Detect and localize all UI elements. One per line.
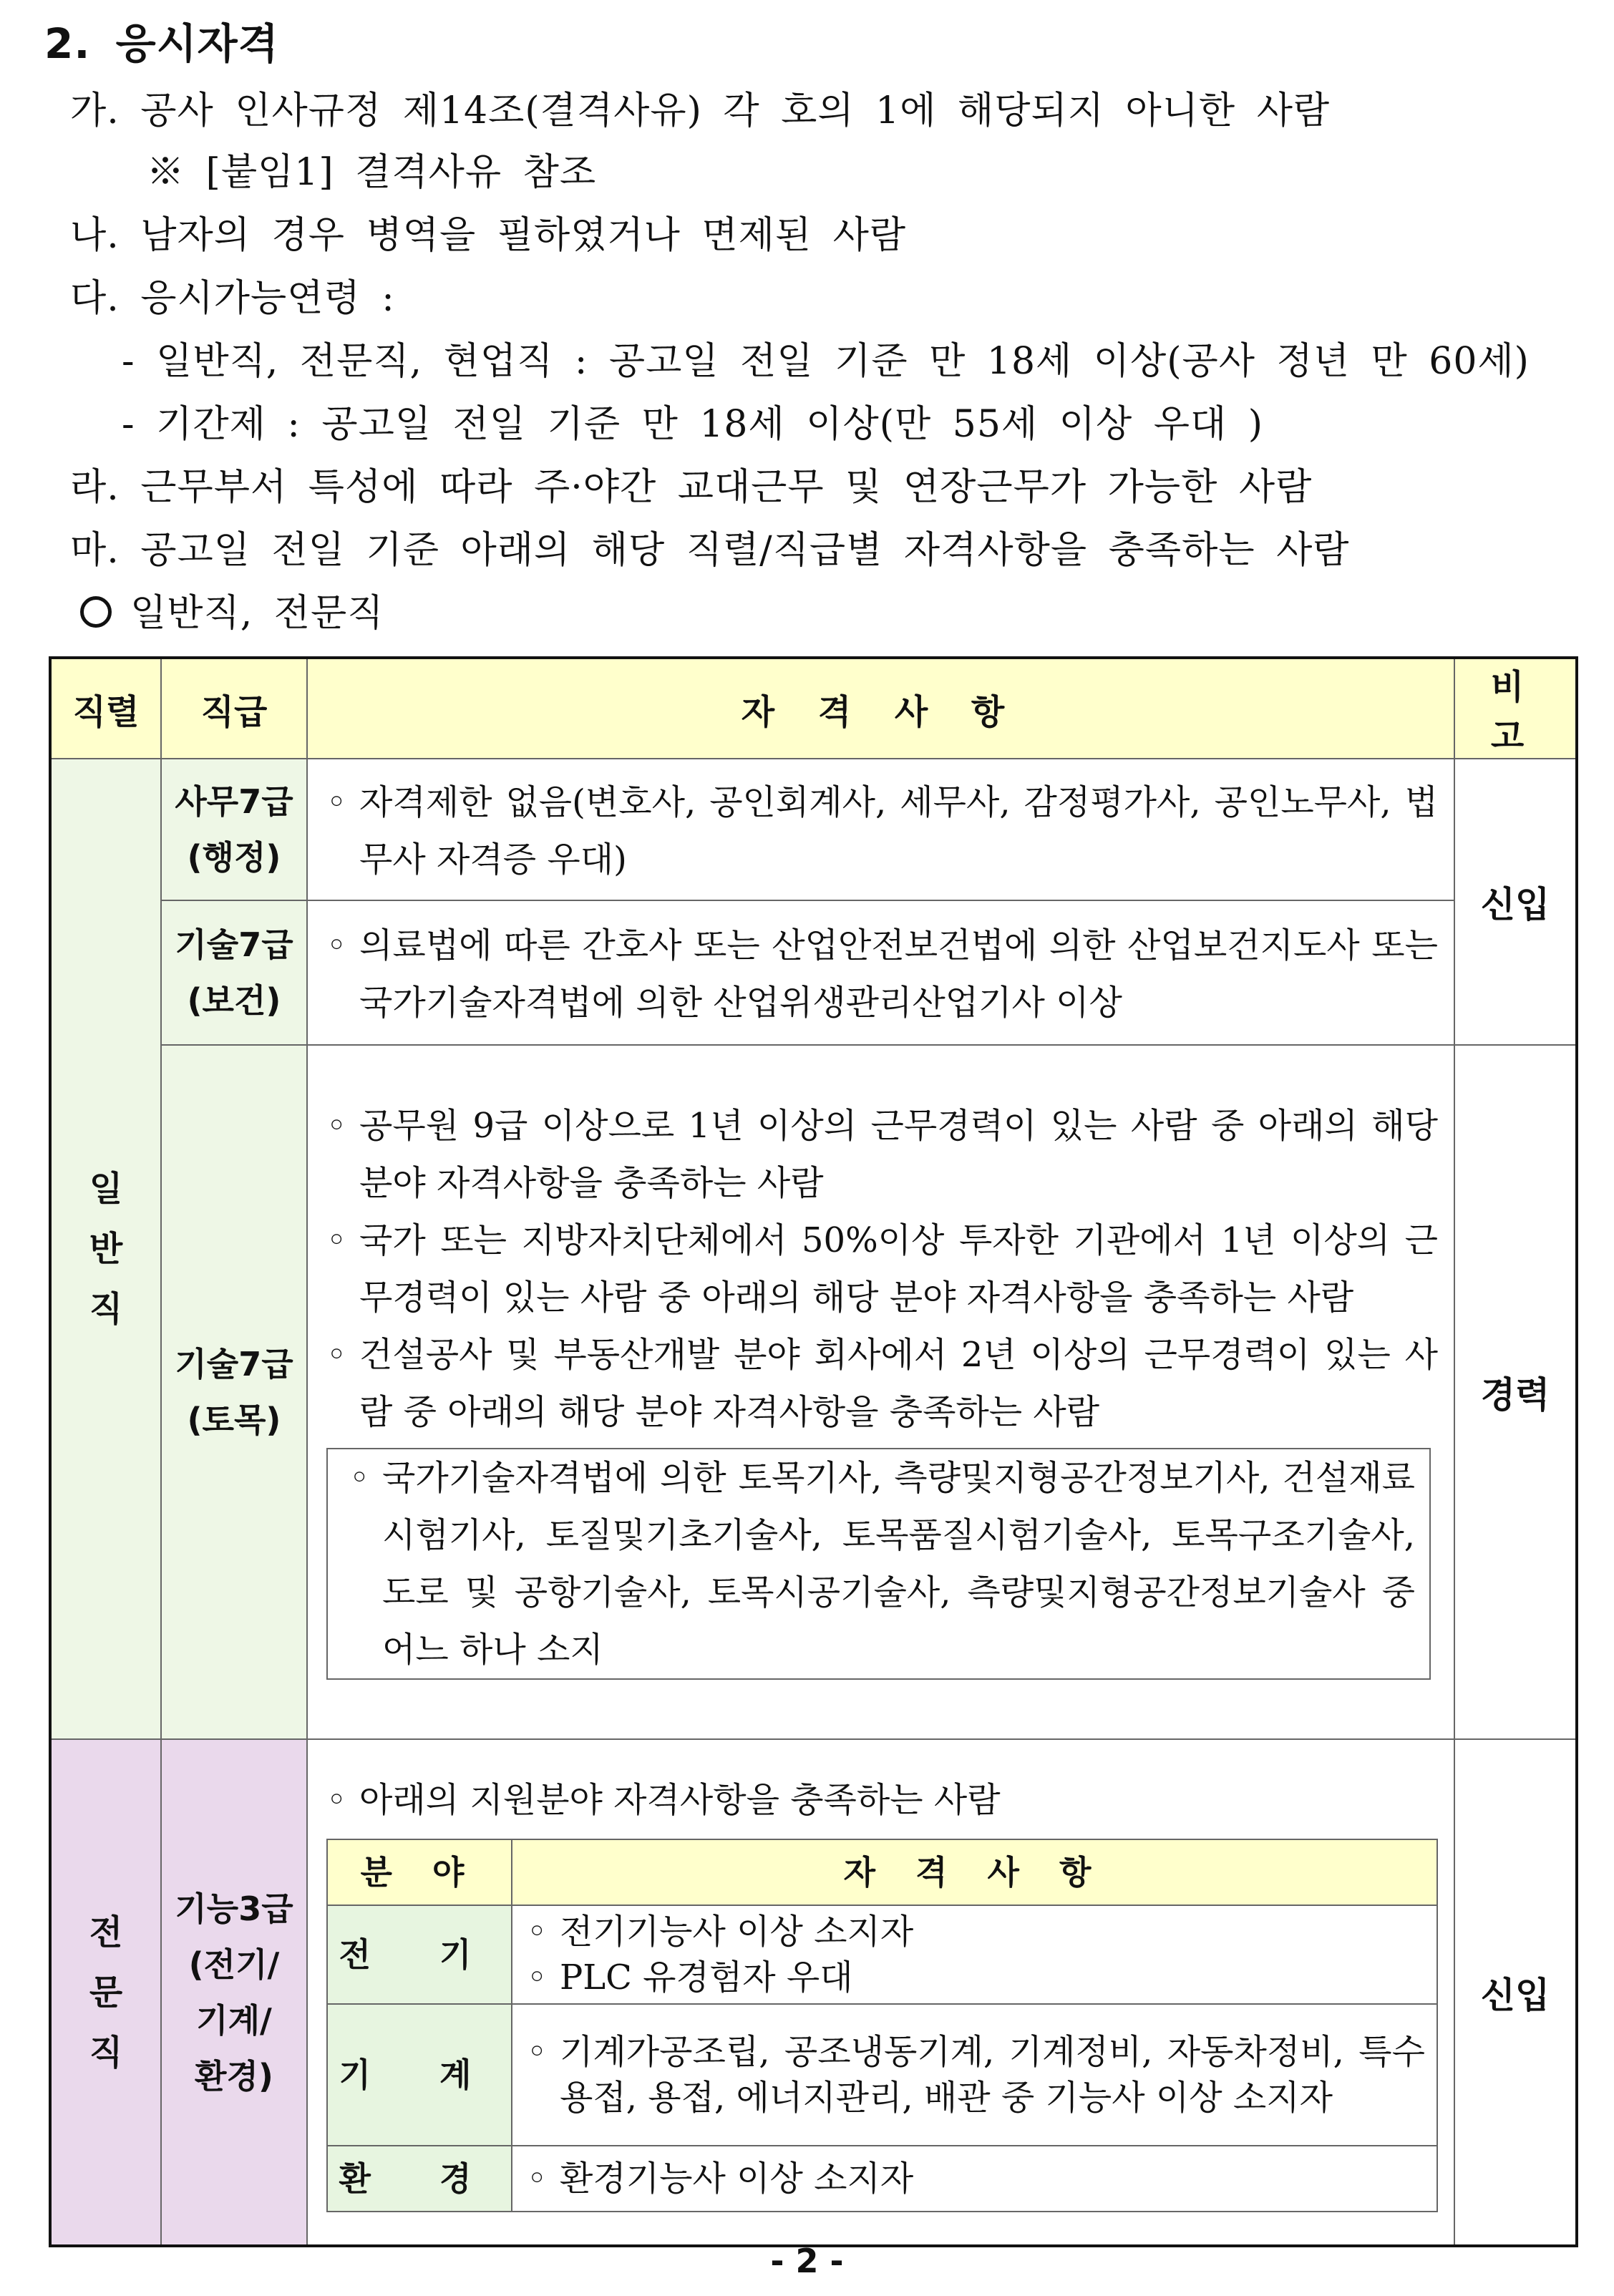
item-ga-note: ※ [붙임1] 결격사유 참조	[147, 151, 597, 194]
list-item: ◦ 국가 또는 지방자치단체에서 50%이상 투자한 기관에서 1년 이상의 근무경력이 있는 사람 중 아래의 해당 분야 자격사항을 충족하는 사람	[326, 1212, 1438, 1326]
section-title: 2. 응시자격	[44, 19, 279, 68]
header-grade: 직급	[161, 658, 307, 759]
header-qualifications: 자 격 사 항	[307, 658, 1454, 759]
list-item: ◦ 아래의 지원분야 자격사항을 충족하는 사람	[326, 1771, 1438, 1829]
field-mechanical: 기 계	[327, 2004, 512, 2146]
grade-skill: 기능3급 (전기/ 기계/ 환경)	[161, 1739, 307, 2246]
series-general: 일 반 직	[50, 759, 161, 1739]
qual-admin	[307, 759, 1454, 900]
page-number: - 2 -	[770, 2242, 844, 2280]
header-note: 비 고	[1454, 658, 1577, 759]
field-electric: 전 기	[327, 1905, 512, 2004]
list-item: ◦ 국가기술자격법에 의한 토목기사, 측량및지형공간정보기사, 건설재료 시험기사, 토질및기초기술사, 토목품질시험기술사, 토목구조기술사, 도로 및 공항기술사, 토목시공기술사, 측량및지형공간정보기술사 중 어느 하나 소지	[349, 1449, 1415, 1678]
subheading: 일반직, 전문직	[80, 583, 384, 636]
item-ra: 라. 근무부서 특성에 따라 주·야간 교대근무 및 연장근무가 가능한 사람	[70, 466, 1313, 509]
header-series: 직렬	[50, 658, 161, 759]
qual-civil	[307, 1045, 1454, 1739]
list-item: ◦ 전기기능사 이상 소지자	[527, 1909, 1425, 1955]
list-item: ◦ 의료법에 따른 간호사 또는 산업안전보건법에 의한 산업보건지도사 또는 국가기술자격법에 의한 산업위생관리산업기사 이상	[326, 917, 1438, 1031]
qual-health	[307, 900, 1454, 1045]
list-item: ◦ 공무원 9급 이상으로 1년 이상의 근무경력이 있는 사람 중 아래의 해당 분야 자격사항을 충족하는 사람	[326, 1097, 1438, 1212]
qual-skill	[307, 1739, 1454, 2246]
grade-admin: 사무7급 (행정)	[161, 759, 307, 900]
note-career: 경력	[1454, 1045, 1577, 1739]
field-environment: 환 경	[327, 2146, 512, 2212]
qualification-table	[49, 656, 1578, 2247]
series-special: 전 문 직	[50, 1739, 161, 2246]
note-new-general: 신입	[1454, 759, 1577, 1045]
item-ma: 마. 공고일 전일 기준 아래의 해당 직렬/직급별 자격사항을 충족하는 사람	[70, 529, 1350, 572]
list-item: ◦ 환경기능사 이상 소지자	[527, 2156, 1425, 2202]
list-item: ◦ PLC 유경험자 우대	[527, 1955, 1425, 2000]
qual-environment	[512, 2146, 1437, 2212]
item-da-general: - 일반직, 전문직, 현업직 : 공고일 전일 기준 만 18세 이상(공사 정년 만 60세)	[122, 340, 1530, 383]
grade-civil: 기술7급 (토목)	[161, 1045, 307, 1739]
civil-license-box	[326, 1448, 1431, 1680]
field-table	[326, 1839, 1438, 2212]
subheader-field: 분 야	[327, 1839, 512, 1905]
list-item: ◦ 자격제한 없음(변호사, 공인회계사, 세무사, 감정평가사, 공인노무사, 법무사 자격증 우대)	[326, 774, 1438, 888]
item-da-contract: - 기간제 : 공고일 전일 기준 만 18세 이상(만 55세 이상 우대 )	[122, 403, 1263, 446]
item-na: 나. 남자의 경우 병역을 필하였거나 면제된 사람	[70, 214, 907, 257]
subheader-qual: 자 격 사 항	[512, 1839, 1437, 1905]
item-ga: 가. 공사 인사규정 제14조(결격사유) 각 호의 1에 해당되지 아니한 사람	[70, 89, 1331, 132]
circle-bullet-icon	[80, 596, 112, 628]
qual-electric	[512, 1905, 1437, 2004]
note-new-special: 신입	[1454, 1739, 1577, 2246]
item-da: 다. 응시가능연령 :	[70, 277, 395, 320]
grade-health: 기술7급 (보건)	[161, 900, 307, 1045]
list-item: ◦ 기계가공조립, 공조냉동기계, 기계정비, 자동차정비, 특수용접, 용접, 에너지관리, 배관 중 기능사 이상 소지자	[527, 2029, 1425, 2121]
qual-mechanical	[512, 2004, 1437, 2146]
list-item: ◦ 건설공사 및 부동산개발 분야 회사에서 2년 이상의 근무경력이 있는 사람 중 아래의 해당 분야 자격사항을 충족하는 사람	[326, 1326, 1438, 1441]
